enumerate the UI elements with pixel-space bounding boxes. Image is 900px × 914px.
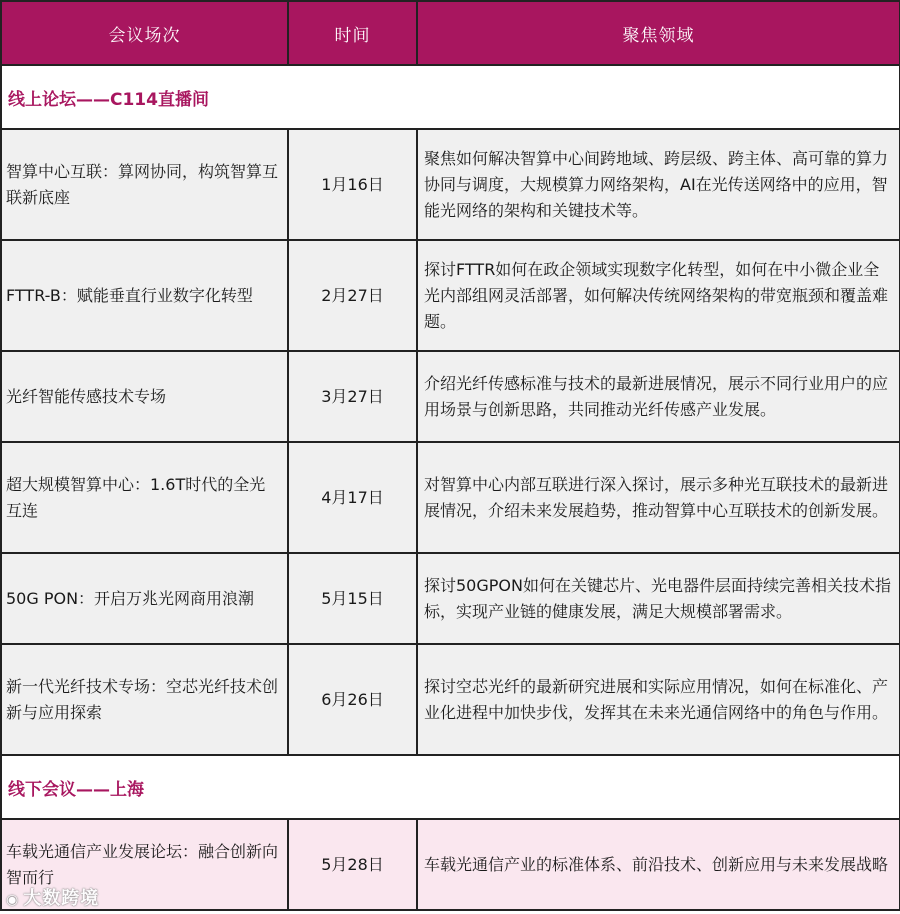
session-name: FTTR-B：赋能垂直行业数字化转型: [1, 240, 288, 351]
session-date: 1月16日: [288, 129, 417, 240]
table-row: [1, 442, 900, 553]
table-header: [1, 1, 900, 65]
header-session: 会议场次: [1, 1, 288, 65]
table-row: [1, 129, 900, 240]
section-row-offline: [1, 755, 900, 819]
session-focus: 探讨空芯光纤的最新研究进展和实际应用情况，如何在标准化、产业化进程中加快步伐，发挥其在未来光通信网络中的角色与作用。: [417, 644, 900, 755]
session-name: 智算中心互联：算网协同，构筑智算互联新底座: [1, 129, 288, 240]
session-focus: 对智算中心内部互联进行深入探讨，展示多种光互联技术的最新进展情况，介绍未来发展趋势，推动智算中心互联技术的创新发展。: [417, 442, 900, 553]
session-focus: 探讨50GPON如何在关键芯片、光电器件层面持续完善相关技术指标，实现产业链的健康发展，满足大规模部署需求。: [417, 553, 900, 644]
section-title: 线下会议——上海: [1, 755, 900, 819]
session-focus: 介绍光纤传感标准与技术的最新进展情况，展示不同行业用户的应用场景与创新思路，共同推动光纤传感产业发展。: [417, 351, 900, 442]
section-row-online: [1, 65, 900, 129]
session-date: 4月17日: [288, 442, 417, 553]
header-time: 时间: [288, 1, 417, 65]
section-title: 线上论坛——C114直播间: [1, 65, 900, 129]
session-date: 5月28日: [288, 819, 417, 910]
watermark: [6, 884, 99, 910]
session-name: 50G PON：开启万兆光网商用浪潮: [1, 553, 288, 644]
session-name: 光纤智能传感技术专场: [1, 351, 288, 442]
session-date: 3月27日: [288, 351, 417, 442]
session-date: 5月15日: [288, 553, 417, 644]
session-date: 2月27日: [288, 240, 417, 351]
table-row: [1, 240, 900, 351]
table-row: [1, 351, 900, 442]
session-name: 超大规模智算中心：1.6T时代的全光互连: [1, 442, 288, 553]
session-name: 新一代光纤技术专场：空芯光纤技术创新与应用探索: [1, 644, 288, 755]
logo-mark-icon: ◉: [6, 892, 20, 908]
header-focus: 聚焦领域: [417, 1, 900, 65]
watermark-text: 大数跨境: [23, 888, 100, 909]
session-focus: 车载光通信产业的标准体系、前沿技术、创新应用与未来发展战略: [417, 819, 900, 910]
session-focus: 探讨FTTR如何在政企领域实现数字化转型，如何在中小微企业全光内部组网灵活部署，如何解决传统网络架构的带宽瓶颈和覆盖难题。: [417, 240, 900, 351]
session-date: 6月26日: [288, 644, 417, 755]
table-row: [1, 553, 900, 644]
table-row: [1, 819, 900, 910]
table-row: [1, 644, 900, 755]
session-name: 车载光通信产业发展论坛：融合创新向智而行: [1, 819, 288, 910]
session-focus: 聚焦如何解决智算中心间跨地域、跨层级、跨主体、高可靠的算力协同与调度，大规模算力网络架构，AI在光传送网络中的应用，智能光网络的架构和关键技术等。: [417, 129, 900, 240]
